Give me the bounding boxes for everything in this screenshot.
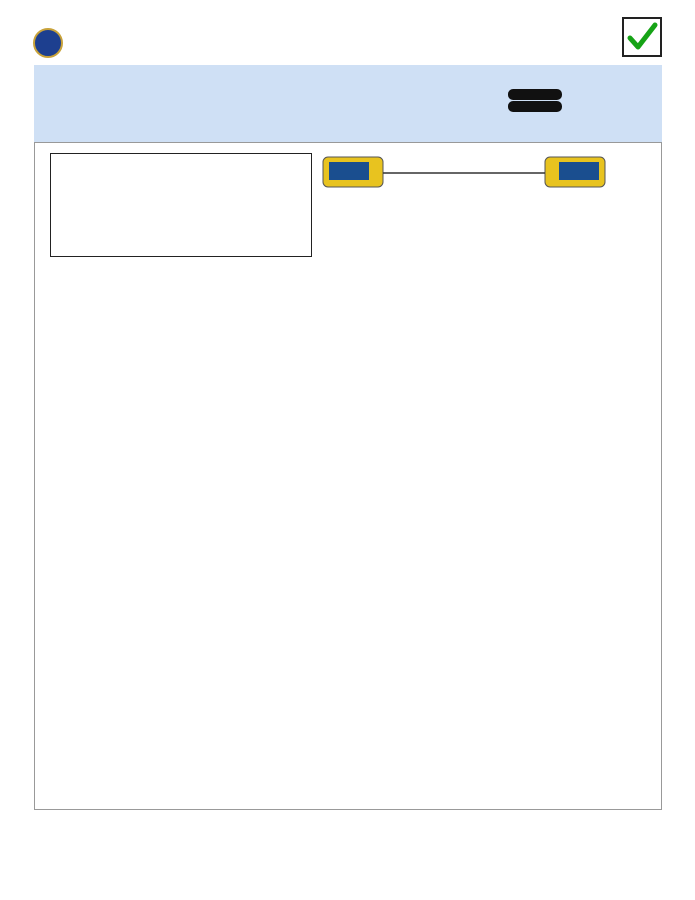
margin-heading [50, 263, 312, 273]
linkware-logo-badge [33, 28, 63, 58]
remote-tester-screen [559, 162, 599, 180]
pass-check-icon [622, 17, 662, 57]
results-panel [34, 142, 662, 810]
wiremap [321, 197, 461, 315]
standards-box [50, 675, 312, 733]
main-tester-screen [329, 162, 369, 180]
tester-diagram [321, 153, 607, 191]
redaction-mark [508, 89, 562, 100]
redaction-mark [508, 101, 562, 112]
summary-box [50, 153, 312, 257]
test-header [34, 65, 662, 142]
